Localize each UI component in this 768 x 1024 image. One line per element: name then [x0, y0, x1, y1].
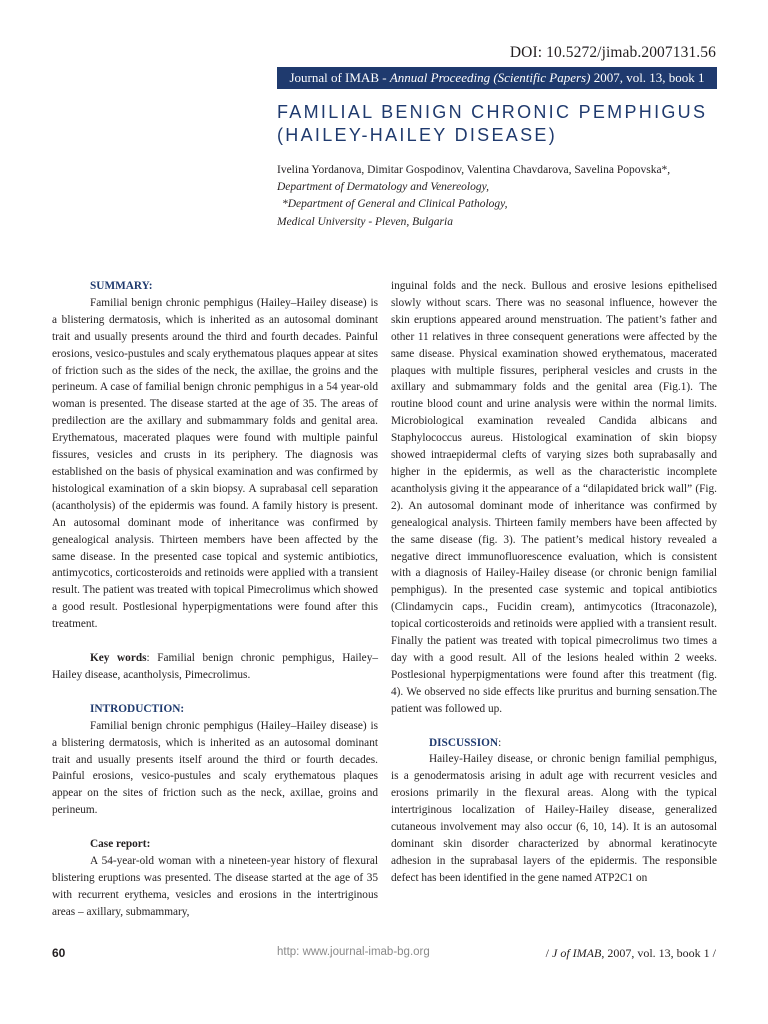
article-title [277, 101, 727, 147]
footer-ref-journal: J of IMAB [552, 946, 602, 960]
introduction-text: Familial benign chronic pemphigus (Hailey–Hailey disease) is a blistering dermatosis, which is inherited as an autosomal dominant trait and usually presents itself around the third or fourth decades. Painful erosions, vesico-pustules and scaly erythematous plaques appear on the sites of friction such as the neck, axillae, groins and perineum. [52, 719, 378, 817]
footer-ref-rest: , 2007, vol. 13, book 1 / [601, 946, 716, 960]
case-report-text: A 54-year-old woman with a nineteen-year history of flexural blistering eruptions was presented. The disease started at the age of 35 with recurrent erythema, vesicles and erosions in the intertriginous areas – axillary, submammary, [52, 855, 378, 918]
left-column [52, 278, 378, 921]
affiliation-1: Department of Dermatology and Venereology, [277, 181, 489, 194]
summary-text: Familial benign chronic pemphigus (Hailey–Hailey disease) is a blistering dermatosis, which is inherited as an autosomal dominant trait and usually presents around the third and fourth decades. Painful erosions, vesico-pustules and scaly erythematous plaques appear at sites of friction such as the sides of the neck, the axillae, the groins and the perineum. A case of familial benign chronic pemphigus in a 54 year-old woman is presented. The disease started at the age of 35. The areas of predilection are the axillary and submammary folds and genital area. Erythematous, macerated plaques were found with multiple painful fissures, vesicles and crusts in its periphery. The diagnosis was established on the basis of physical examination and was confirmed by histological examination of a skin biopsy. A suprabasal cell separation (acantholysis) of the epidermis was found. A family history is present. An autosomal dominant mode of inheritance was confirmed by genealogical analysis. Thirteen members have been affected by the same disease. In the presented case topical and systemic antibiotics, antimycotics, corticosteroids and retinoids were applied with a transient result. The patient was treated with topical Pimecrolimus which showed a good result. Postlesional hyperpigmentations were found after this treatment. [52, 296, 378, 631]
doi: DOI: 10.5272/jimab.2007131.56 [509, 44, 716, 61]
right-column [391, 278, 717, 887]
keywords [52, 650, 378, 684]
keywords-text: : Familial benign chronic pemphigus, Hailey–Hailey disease, acantholysis, Pimecrolimus. [52, 652, 378, 681]
journal-url[interactable]: http: www.journal-imab-bg.org [277, 946, 430, 958]
case-report-continued: inguinal folds and the neck. Bullous and erosive lesions epithelised slowly without scars. There was no seasonal influence, however the skin eruptions appeared around menstruation. The patient’s father and other 11 relatives in three consequent generations were affected by the same disease. Physical examination showed erythematous, macerated plaques with multiple fissures, peripheral vesicles and crusts in the axillary and submammary folds and the genital area (Fig.1). The routine blood count and urine analysis were within the normal limits. Microbiological examination revealed Candida albicans and Staphylococcus aureus. Histological examination of skin biopsy showed intraepidermal clefts of varying sizes both suprabasally and higher in the epidermis, as well as the characteristic incomplete acantholysis giving it the appearance of a “dilapidated brick wall” (Fig. 2). An autosomal dominant mode of inheritance was confirmed by genealogical analysis. Thirteen family members have been affected by the same disease (fig. 3). The patient’s medical history revealed a negative direct immunofluorescence evaluation, which is consistent with a diagnosis of Hailey-Hailey disease (or chronic benign familial pemphigus). In the presented case systemic and topical antibiotics (Clindamycin caps., Fucidin cream), antimycotics (Itraconazole), topical corticosteroids and retinoids were applied with a transient result. Finally the patient was treated with topical pimecrolimus two times a day with a good result. All of the lesions healed within 2 weeks. Postlesional hyperpigmentations were found after this treatment (fig. 4). We observed no side effects like pruritus and burning sensation.The patient was followed up. [391, 280, 717, 715]
title-line-1: FAMILIAL BENIGN CHRONIC PEMPHIGUS [277, 102, 708, 122]
author-block [277, 162, 717, 231]
journal-name: Journal of IMAB - [289, 70, 390, 85]
journal-subtitle: Annual Proceeding (Scientific Papers) [389, 70, 591, 85]
affiliation-2: *Department of General and Clinical Pathology, [282, 198, 508, 211]
discussion-heading-colon: : [498, 736, 502, 749]
discussion-text: Hailey-Hailey disease, or chronic benign familial pemphigus, is a genodermatosis arising in adult age with recurrent vesicles and erosions primarily in the flexural areas. Along with the typical intertriginous localization of Hailey-Hailey disease, generalized cutaneous involvement may also occur (6, 10, 14). It is an autosomal dominant skin disorder characterized by abnormal keratinocyte adhesion in the suprabasal layers of the epidermis. The responsible defect has been identified in the gene named ATP2C1 on [391, 753, 717, 884]
journal-issue: 2007, vol. 13, book 1 [590, 70, 705, 85]
introduction-heading: INTRODUCTION: [90, 702, 185, 715]
case-report-heading: Case report: [90, 838, 151, 851]
authors: Ivelina Yordanova, Dimitar Gospodinov, Valentina Chavdarova, Savelina Popovska*, [277, 164, 671, 176]
footer-reference [546, 946, 716, 961]
page-number: 60 [52, 946, 66, 960]
keywords-label: Key words [90, 652, 147, 665]
affiliation-3: Medical University - Pleven, Bulgaria [277, 215, 453, 228]
discussion-heading [391, 735, 717, 752]
footer-ref-prefix: / [545, 946, 553, 960]
discussion-heading-label: DISCUSSION [429, 736, 499, 749]
journal-banner [277, 67, 717, 89]
title-line-2: (HAILEY-HAILEY DISEASE) [277, 125, 557, 145]
summary-heading: SUMMARY: [90, 280, 153, 292]
